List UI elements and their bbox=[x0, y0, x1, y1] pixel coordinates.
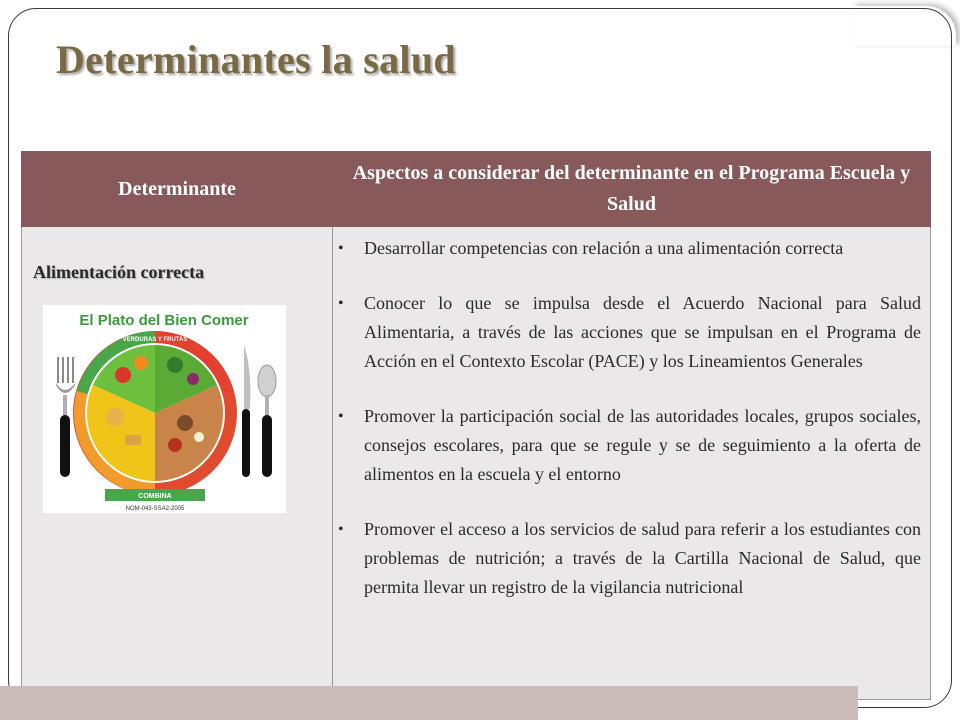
determinant-cell bbox=[22, 227, 333, 700]
list-item: • Desarrollar competencias con relación a una alimentación correcta bbox=[338, 238, 844, 258]
list-item: • Promover el acceso a los servicios de salud para referir a los estudiantes con problemas de nutrición; a través de la Cartilla Nacional de Salud, que permita llevar un registro de la vigilancia nutricional bbox=[338, 519, 921, 597]
column-header-determinante: Determinante bbox=[22, 152, 333, 227]
plato-heading: El Plato del Bien Comer bbox=[79, 312, 249, 329]
table-row bbox=[22, 227, 931, 700]
aspects-list bbox=[334, 234, 921, 602]
determinants-table bbox=[21, 151, 931, 700]
plato-footer: NOM-043-SSA2-2005 bbox=[125, 506, 185, 512]
plato-center-label: COMBINA bbox=[138, 493, 172, 500]
determinant-label: Alimentación correcta bbox=[33, 262, 205, 282]
list-item: • Promover la participación social de las autoridades locales, grupos sociales, consejos escolares, para que se regule y se de seguimiento a la oferta de alimentos en la escuela y el entorno bbox=[338, 406, 921, 484]
footer-bar bbox=[0, 686, 858, 720]
column-header-aspectos: Aspectos a considerar del determinante en el Programa Escuela y Salud bbox=[333, 152, 931, 227]
table-header-row bbox=[22, 152, 931, 227]
plato-bien-comer-image bbox=[43, 305, 286, 513]
slide-title: Determinantes la salud bbox=[56, 37, 456, 82]
aspects-cell bbox=[333, 227, 931, 700]
list-item: • Conocer lo que se impulsa desde el Acuerdo Nacional para Salud Alimentaria, a través de las acciones que se impulsan en el Programa de Acción en el Contexto Escolar (PACE) y los Lineamientos Generales bbox=[338, 293, 921, 371]
plato-section-top: VERDURAS Y FRUTAS bbox=[122, 337, 188, 343]
